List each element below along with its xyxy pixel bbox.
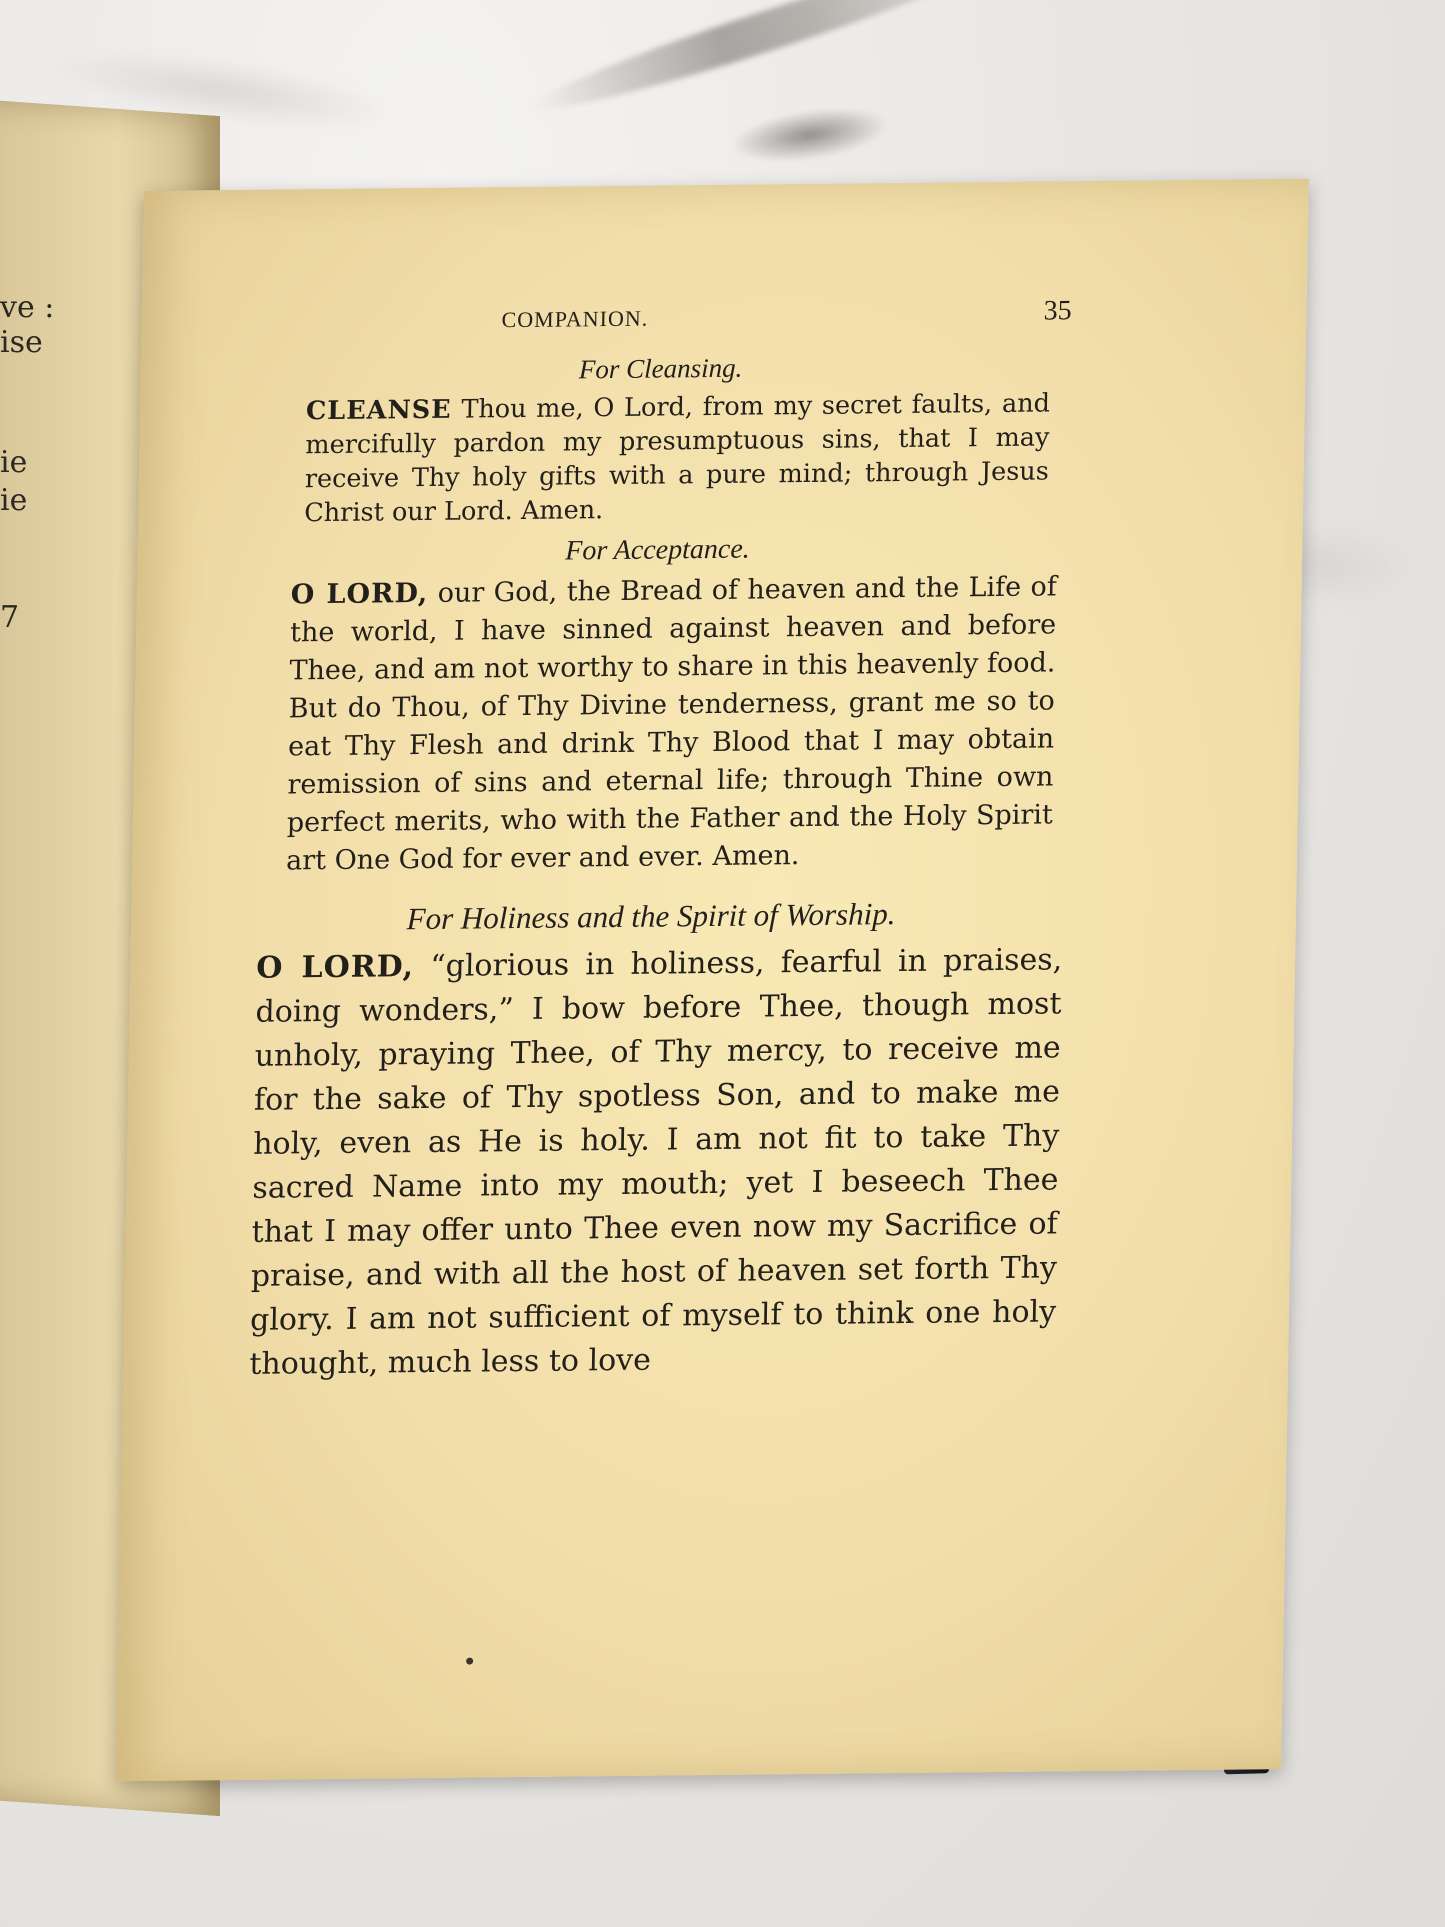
left-page-fragment: ise <box>0 325 43 360</box>
section-heading: For Holiness and the Spirit of Worship. <box>406 896 896 937</box>
marble-vein <box>526 0 1014 126</box>
page-content <box>249 291 1072 1386</box>
prayer-section <box>268 349 1051 530</box>
prayer-section <box>249 895 1063 1387</box>
section-heading: For Acceptance. <box>564 533 751 567</box>
prayer-lead: O LORD, <box>256 949 415 986</box>
left-page-fragment: ie <box>0 445 28 480</box>
running-head <box>271 291 1072 343</box>
marble-vein <box>727 99 892 171</box>
prayer-body: “glorious in holiness, fearful in praises, doing wonders,” I bow before Thee, though most unholy, praying Thee, of Thy mercy, to receive me for the sake of Thy spotless Son, and to make me holy, even as He is holy. I am not fit to take Thy sacred Name into my mouth; yet I beseech Thee that I may offer unto Thee even now my Sacrifice of praise, and with all the host of heaven set forth Thy glory. I am not sufficient of myself to think one holy thought, much less to love <box>249 942 1063 1382</box>
left-page-fragment: ve : <box>0 290 55 325</box>
page-number: 35 <box>1043 295 1072 327</box>
prayer-lead: CLEANSE <box>305 394 452 427</box>
prayer-lead: O LORD, <box>290 577 429 611</box>
prayer-text <box>213 938 1063 1387</box>
prayer-body: Thou me, O Lord, from my secret faults, and mercifully pardon my presumptuous sins, that I may receive Thy holy gifts with a pure mind; through Jesus Christ our Lord. Amen. <box>303 388 1051 529</box>
prayer-body: our God, the Bread of heaven and the Life of the world, I have sinned against heaven and before Thee, and am not worthy to share in this heavenly food. But do Thou, of Thy Divine tenderness, grant me so to eat Thy Flesh and drink Thy Blood that I may obtain remission of sins and eternal life; through Thine own perfect merits, who with the Father and the Holy Spirit art One God for ever and ever. Amen. <box>285 571 1058 877</box>
running-head-title: COMPANION. <box>501 305 649 333</box>
book-page <box>116 179 1309 1782</box>
left-page-fragment: ie <box>0 483 28 518</box>
prayer-section <box>262 530 1058 880</box>
page-mark <box>466 1658 473 1665</box>
prayer-text <box>268 386 1050 530</box>
left-page-fragment: 7 <box>0 600 20 635</box>
section-heading: For Cleansing. <box>578 352 743 385</box>
prayer-text <box>250 568 1057 880</box>
